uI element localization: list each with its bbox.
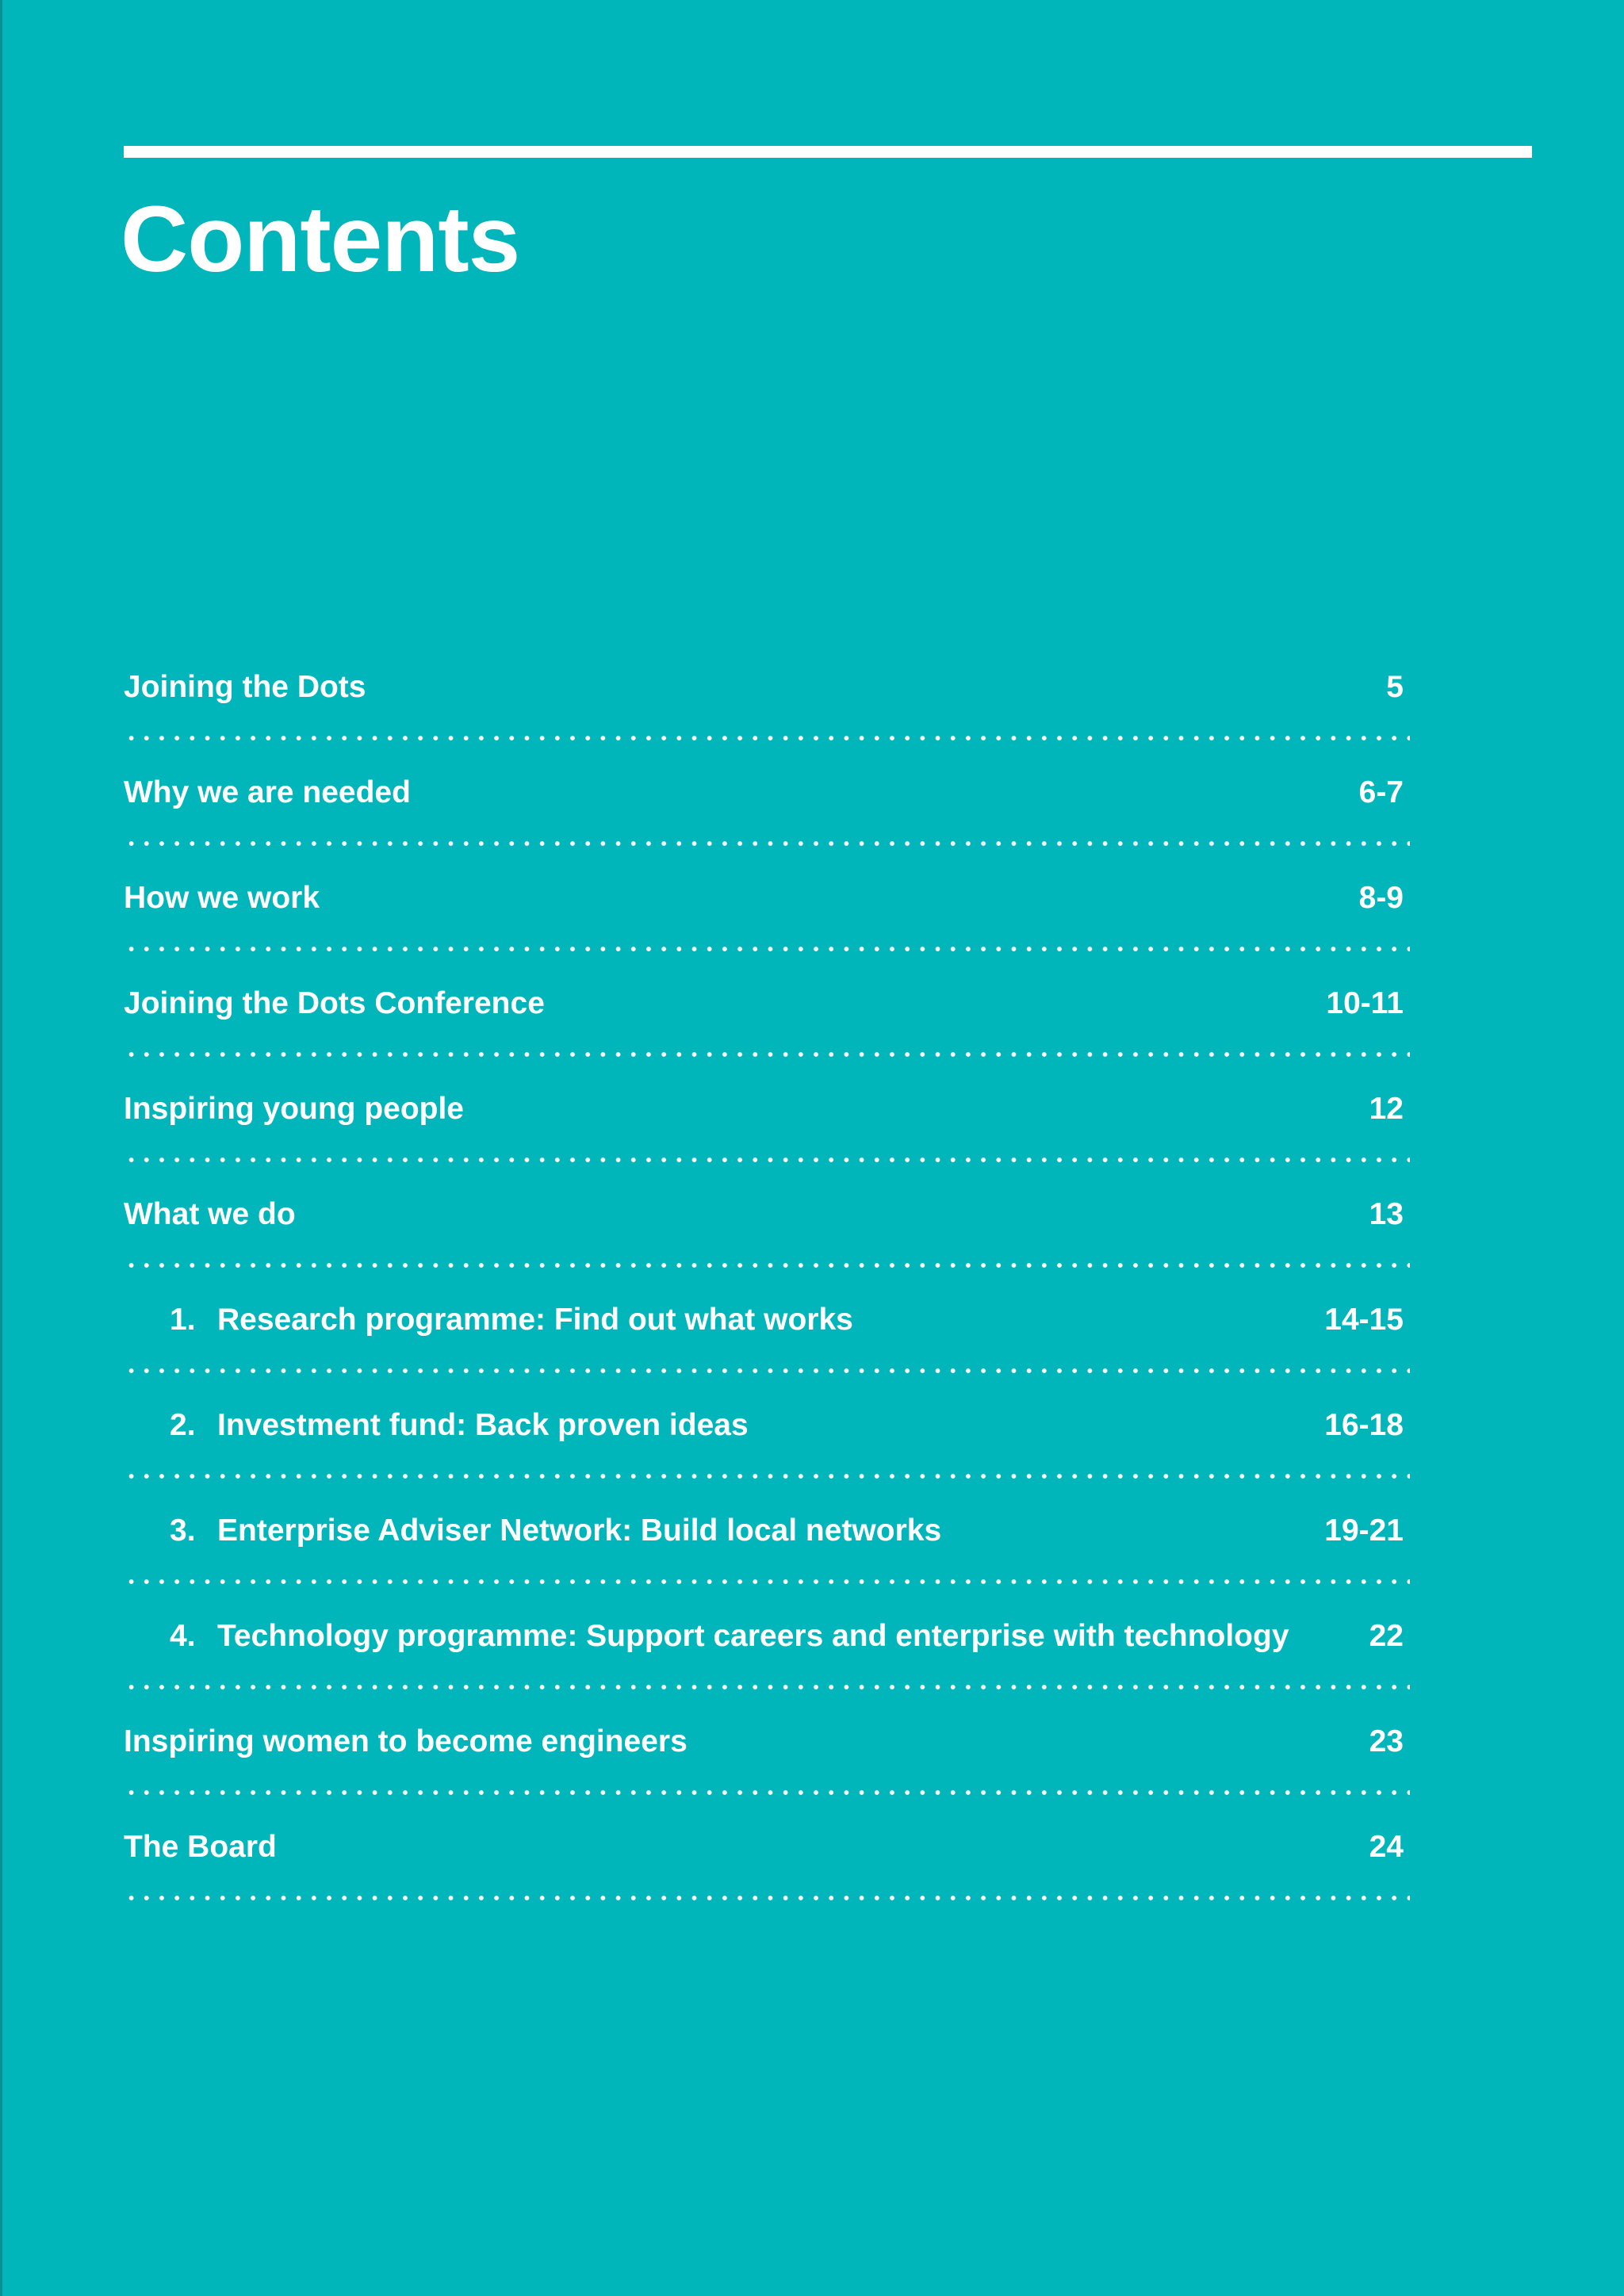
toc-entry-the-board[interactable] <box>124 1808 1410 1914</box>
dotted-leader <box>124 840 1410 847</box>
toc-entry-label-wrap <box>170 1513 941 1550</box>
toc-entry-conference[interactable] <box>124 965 1410 1070</box>
toc-entry-investment-fund[interactable] <box>124 1387 1410 1492</box>
toc-entry-page: 22 <box>1369 1619 1404 1653</box>
toc-entry-page: 12 <box>1369 1092 1404 1126</box>
toc-entry-label: Investment fund: Back proven ideas <box>217 1408 749 1442</box>
toc-entry-number: 3. <box>170 1513 196 1548</box>
toc-entry-label-wrap <box>170 1302 853 1339</box>
dotted-leader <box>124 1473 1410 1479</box>
toc-entry-label: The Board <box>124 1830 277 1864</box>
page-title: Contents <box>121 187 520 292</box>
toc-entry-what-we-do[interactable] <box>124 1176 1410 1281</box>
toc-entry-label: What we do <box>124 1197 296 1231</box>
toc-entry-page: 8-9 <box>1358 881 1404 915</box>
toc-entry-page: 19-21 <box>1324 1513 1404 1548</box>
table-of-contents <box>124 649 1410 1914</box>
dotted-leader <box>124 946 1410 952</box>
toc-entry-label: Enterprise Adviser Network: Build local networks <box>217 1513 942 1548</box>
toc-entry-label: Technology programme: Support careers and enterprise with technology <box>217 1619 1289 1653</box>
dotted-leader <box>124 735 1410 741</box>
toc-entry-page: 23 <box>1369 1724 1404 1758</box>
toc-entry-page: 10-11 <box>1326 986 1404 1020</box>
toc-entry-page: 14-15 <box>1324 1303 1404 1337</box>
dotted-leader <box>124 1262 1410 1269</box>
toc-entry-label-wrap <box>170 1407 749 1445</box>
toc-entry-label: Inspiring women to become engineers <box>124 1724 688 1758</box>
toc-entry-inspiring-women[interactable] <box>124 1703 1410 1808</box>
toc-entry-label: Joining the Dots <box>124 670 366 704</box>
toc-entry-how-we-work[interactable] <box>124 859 1410 965</box>
page-edge <box>0 0 2 2296</box>
dotted-leader <box>124 1684 1410 1690</box>
dotted-leader <box>124 1157 1410 1163</box>
dotted-leader <box>124 1368 1410 1374</box>
toc-entry-why-we-are-needed[interactable] <box>124 754 1410 859</box>
toc-entry-label: Inspiring young people <box>124 1092 464 1126</box>
toc-entry-number: 2. <box>170 1408 196 1442</box>
dotted-leader <box>124 1578 1410 1585</box>
toc-entry-number: 4. <box>170 1619 196 1653</box>
dotted-leader <box>124 1895 1410 1901</box>
dotted-leader <box>124 1051 1410 1058</box>
toc-entry-page: 24 <box>1369 1830 1404 1864</box>
toc-entry-label: How we work <box>124 881 320 915</box>
toc-entry-enterprise-adviser-network[interactable] <box>124 1492 1410 1598</box>
toc-entry-technology-programme[interactable] <box>124 1598 1410 1703</box>
toc-entry-label-wrap <box>170 1618 1289 1655</box>
toc-entry-page: 5 <box>1386 670 1404 704</box>
toc-entry-page: 6-7 <box>1358 775 1404 809</box>
toc-entry-number: 1. <box>170 1303 196 1337</box>
toc-entry-label: Research programme: Find out what works <box>217 1303 853 1337</box>
toc-entry-page: 13 <box>1369 1197 1404 1231</box>
toc-entry-joining-the-dots[interactable] <box>124 649 1410 754</box>
title-rule <box>124 146 1532 158</box>
toc-entry-research-programme[interactable] <box>124 1281 1410 1387</box>
toc-entry-page: 16-18 <box>1324 1408 1404 1442</box>
toc-entry-label: Why we are needed <box>124 775 411 809</box>
dotted-leader <box>124 1789 1410 1796</box>
toc-entry-label: Joining the Dots Conference <box>124 986 545 1020</box>
toc-entry-inspiring-young-people[interactable] <box>124 1070 1410 1176</box>
